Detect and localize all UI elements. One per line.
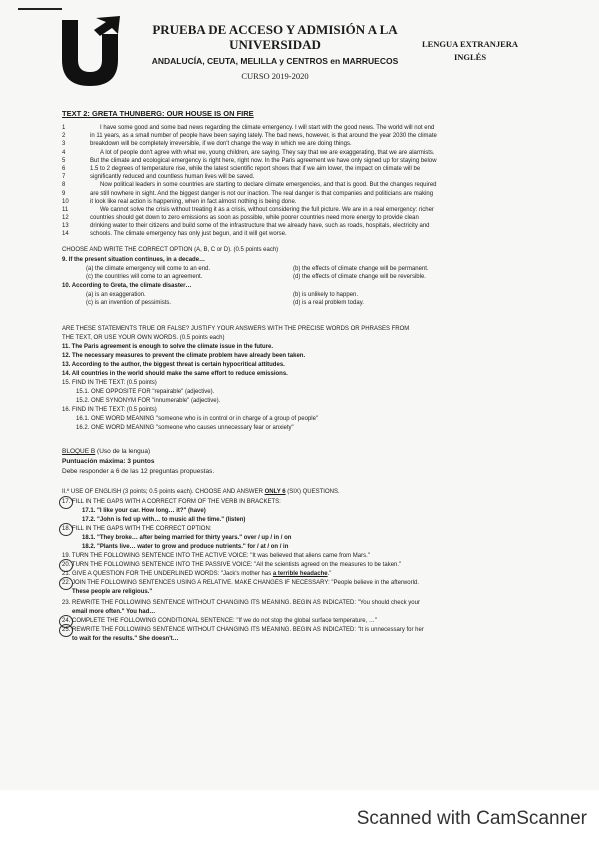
question-13: 13. According to the author, the biggest threat is certain hypocritical attitudes.: [62, 362, 285, 368]
use-heading-part-c: (SIX) QUESTIONS.: [285, 489, 340, 495]
line-text: But the climate and ecological emergency is right here, right now. In the Paris agreement we have only signed up for staying below: [90, 157, 437, 164]
truefalse-heading-2: THE TEXT, OR USE YOUR OWN WORDS. (0.5 points each): [62, 335, 225, 341]
line-number: 6: [62, 165, 66, 172]
subject-line-2: INGLÉS: [453, 52, 487, 62]
question-9: 9. If the present situation continues, in a decade…: [62, 257, 206, 263]
question-25: 25. REWRITE THE FOLLOWING SENTENCE WITHOUT CHANGING ITS MEANING. BEGIN AS INDICATED: "It is unnecessary for her: [62, 627, 424, 633]
truefalse-heading-1: ARE THESE STATEMENTS TRUE OR FALSE? JUSTIFY YOUR ANSWERS WITH THE PRECISE WORDS OR PHRASES FROM: [62, 326, 410, 332]
line-text: it look like real action is happening, when in fact almost nothing is being done.: [90, 198, 297, 205]
question-10: 10. According to Greta, the climate disaster…: [62, 283, 192, 289]
line-text: countries should get down to zero emissions as soon as possible, while poorer countries need more energy to provide clean: [90, 215, 419, 222]
question-14: 14. All countries in the world should make the same effort to reduce emissions.: [62, 371, 288, 377]
text-line: [62, 124, 540, 132]
line-text: significantly reduced and countless human lives will be saved.: [90, 174, 255, 181]
line-number: 11: [62, 206, 69, 213]
line-text: We cannot solve the crisis without treating it as a crisis, without considering the full picture. We are in a real emergency: richer: [100, 206, 434, 213]
line-text: A lot of people don't agree with what we, young children, are saying. They say that we are exaggerating, that we are alarmists.: [100, 149, 435, 156]
title-line-1: PRUEBA DE ACCESO Y ADMISIÓN A LA: [152, 22, 398, 37]
line-number: 7: [62, 174, 66, 181]
question-21-end: .": [327, 571, 332, 577]
line-number: 14: [62, 231, 69, 238]
question-19: 19. TURN THE FOLLOWING SENTENCE INTO THE ACTIVE VOICE: "It was believed that aliens came from Mars.": [62, 553, 370, 559]
line-number: 5: [62, 157, 66, 164]
line-number: 12: [62, 215, 69, 222]
option-10a: (a) is an exaggeration.: [86, 292, 146, 298]
question-16: 16. FIND IN THE TEXT: (0.5 points): [62, 407, 157, 413]
use-heading-only6: ONLY 6: [264, 489, 286, 495]
scanner-watermark: Scanned with CamScanner: [356, 808, 587, 829]
scan-edge-mark: [18, 8, 62, 10]
text-line: [62, 214, 540, 222]
line-number: 3: [62, 141, 66, 148]
option-9c: (c) the countries will come to an agreement.: [86, 274, 203, 280]
question-23-cont: email more often." You had…: [72, 609, 156, 615]
text-line: [62, 173, 540, 181]
bloque-b-label: BLOQUE B: [62, 448, 96, 455]
line-number: 9: [62, 190, 66, 197]
subject-line-1: LENGUA EXTRANJERA: [421, 39, 519, 49]
question-11: 11. The Paris agreement is enough to solve the climate issue in the future.: [62, 344, 274, 350]
question-16-2: 16.2. ONE WORD MEANING "someone who causes unnecessary fear or anxiety": [76, 425, 294, 431]
question-21-underlined: a terrible headache: [272, 571, 328, 577]
text-line: [62, 222, 540, 230]
text-title: TEXT 2: GRETA THUNBERG: OUR HOUSE IS ON FIRE: [62, 109, 254, 118]
option-10c: (c) is an invention of pessimists.: [86, 300, 172, 306]
line-text: 1.5 to 2 degrees of temperature rise, while the latest scientific report shows that if we aim lower, the impact on climate will be: [90, 165, 421, 172]
subject-label: [410, 38, 530, 64]
text-line: [62, 230, 540, 238]
line-number: 4: [62, 149, 66, 156]
bloque-b-score: Puntuación máxima: 3 puntos: [62, 458, 155, 465]
question-12: 12. The necessary measures to prevent the climate problem have already been taken.: [62, 353, 306, 359]
use-heading: [62, 488, 340, 496]
line-text: are still nowhere in sight. And the biggest danger is not our inaction. The real danger is that companies and politicians are making: [90, 190, 434, 197]
question-15: 15. FIND IN THE TEXT: (0.5 points): [62, 380, 157, 386]
option-10b: (b) is unlikely to happen.: [293, 292, 359, 298]
bloque-b-title: [62, 448, 150, 456]
line-number: 1: [62, 125, 66, 131]
question-15-1: 15.1. ONE OPPOSITE FOR "repairable" (adjective).: [76, 389, 215, 395]
line-number: 2: [62, 133, 66, 140]
line-number: 8: [62, 182, 66, 189]
question-21-text: 21. GIVE A QUESTION FOR THE UNDERLINED WORDS: "Jack's mother has: [62, 571, 273, 577]
question-16-1: 16.1. ONE WORD MEANING "someone who is in control or in charge of a group of people": [76, 416, 319, 422]
university-logo: [58, 14, 130, 86]
text-line: [62, 198, 540, 206]
question-24: 24. COMPLETE THE FOLLOWING CONDITIONAL SENTENCE: "If we do not stop the global surface temperature, …": [62, 618, 378, 624]
use-heading-part-a: II.º USE OF ENGLISH (3 points; 0.5 points each). CHOOSE AND ANSWER: [62, 489, 265, 495]
question-22: 22. JOIN THE FOLLOWING SENTENCES USING A RELATIVE. MAKE CHANGES IF NECESSARY: "People believe in the afterworld.: [62, 580, 419, 586]
bloque-b-subtitle: (Uso de la lengua): [95, 448, 151, 455]
line-number: 10: [62, 198, 69, 205]
exam-course: CURSO 2019-2020: [241, 71, 309, 81]
question-22-cont: These people are religious.": [72, 589, 153, 595]
text-line: [62, 132, 540, 140]
option-9b: (b) the effects of climate change will be permanent.: [293, 266, 429, 272]
text-line: [62, 149, 540, 157]
bloque-b-instructions: Debe responder a 6 de las 12 preguntas propuestas.: [62, 468, 215, 475]
line-number: 13: [62, 223, 69, 230]
text-line: [62, 206, 540, 214]
option-9a: (a) the climate emergency will come to an end.: [86, 266, 211, 272]
option-9d: (d) the effects of climate change will be reversible.: [293, 274, 426, 280]
question-18-1: 18.1. "They broke… after being married for thirty years." over / up / in / on: [82, 535, 292, 541]
text-line: [62, 165, 540, 173]
option-10d: (d) is a real problem today.: [293, 300, 364, 306]
question-17: 17. FILL IN THE GAPS WITH A CORRECT FORM OF THE VERB IN BRACKETS:: [62, 499, 281, 505]
choose-heading: CHOOSE AND WRITE THE CORRECT OPTION (A, B, C or D). (0.5 points each): [62, 247, 279, 253]
exam-title: [130, 22, 420, 52]
text-line: [62, 140, 540, 148]
question-17-2: 17.2. "John is fed up with… to music all the time." (listen): [82, 517, 246, 523]
line-text: breakdown will be completely irreversible, if we don't change the way in which we are doing things.: [90, 141, 352, 148]
line-text: I have some good and some bad news regarding the climate emergency. I will start with the good news. The world will not end: [100, 125, 435, 131]
text-line: [62, 181, 540, 189]
question-17-1: 17.1. "I like your car. How long… it?" (have): [82, 508, 206, 514]
question-18-2: 18.2. "Plants live… water to grow and produce nutrients." for / at / on / in: [82, 544, 289, 550]
question-15-2: 15.2. ONE SYNONYM FOR "innumerable" (adjective).: [76, 398, 221, 404]
line-text: Now political leaders in some countries are starting to declare climate emergencies, and that is good. But the changes required: [100, 182, 437, 189]
exam-region: ANDALUCÍA, CEUTA, MELILLA y CENTROS en MARRUECOS: [151, 56, 399, 66]
question-18: 18. FILL IN THE GAPS WITH THE CORRECT OPTION:: [62, 526, 212, 532]
question-25-cont: to wait for the results." She doesn't…: [72, 636, 179, 642]
text-line: [62, 190, 540, 198]
line-text: schools. The climate emergency has only just begun, and it will get worse.: [90, 231, 287, 238]
line-text: drinking water to their citizens and build some of the infrastructure that we already have, such as roads, hospitals, electricity and: [90, 223, 430, 230]
line-text: in 11 years, as a small number of people have been saying lately. The bad news, however, is that around the year 2030 the climate: [90, 133, 437, 140]
question-20: 20. TURN THE FOLLOWING SENTENCE INTO THE PASSIVE VOICE: "All the scientists agreed on the measures to be taken.": [62, 562, 402, 568]
title-line-2: UNIVERSIDAD: [229, 37, 321, 52]
reading-text: [62, 124, 540, 239]
question-23: 23. REWRITE THE FOLLOWING SENTENCE WITHOUT CHANGING ITS MEANING. BEGIN AS INDICATED: "You should check your: [62, 600, 420, 606]
text-line: [62, 157, 540, 165]
question-21: [62, 570, 331, 578]
